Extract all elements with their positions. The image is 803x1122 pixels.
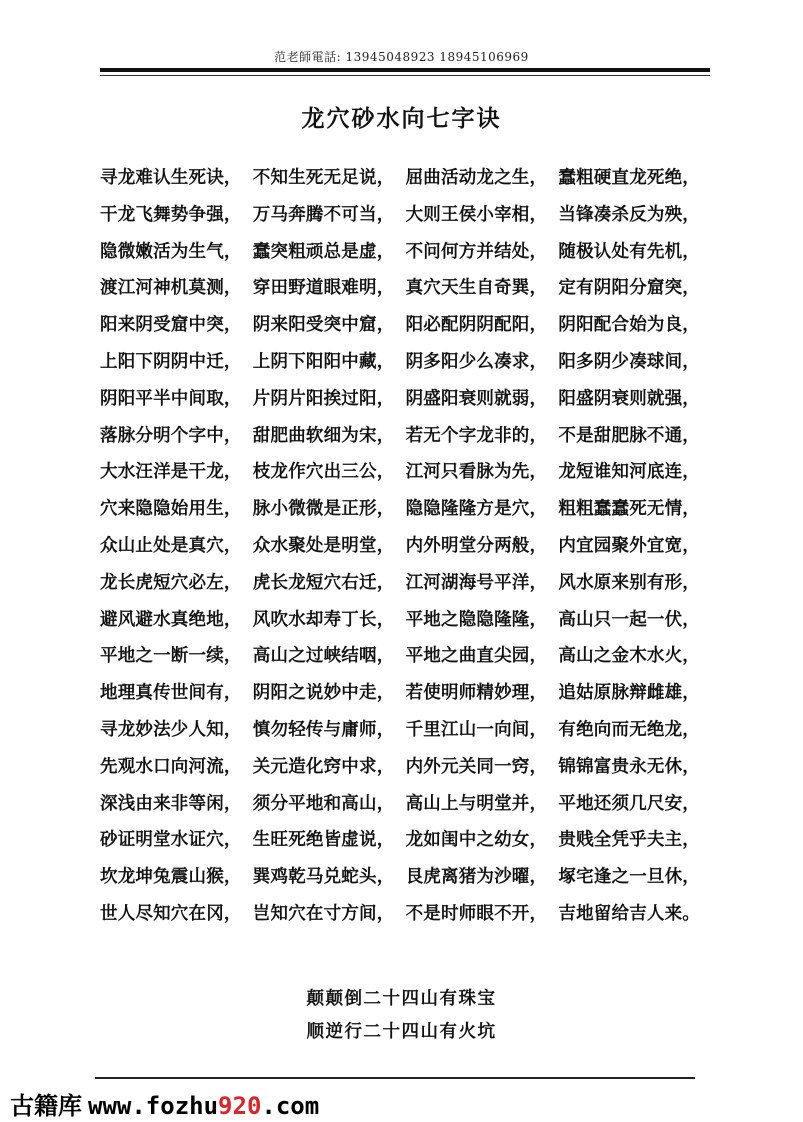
poem-line: 大水汪洋是干龙， 枝龙作穴出三公， 江河只看脉为先， 龙短谁知河底连， (100, 462, 700, 483)
watermark-site-name: 古籍库 (10, 1092, 82, 1120)
poem-line: 平地之一断一续， 高山之过峡结咽， 平地之曲直尖园， 高山之金木水火， (100, 646, 700, 667)
couplet-line-1: 颠颠倒二十四山有珠宝 (306, 989, 497, 1009)
poem-line: 阳来阴受窟中突， 阴来阳受突中窟， 阳必配阴阴配阳， 阴阳配合始为良， (100, 315, 700, 336)
poem-line: 隐微嫩活为生气， 蠢突粗顽总是虚， 不问何方并结处， 随极认处有先机， (100, 241, 700, 262)
poem-line: 地理真传世间有， 阴阳之说妙中走， 若使明师精妙理， 追姑原脉辩雌雄， (100, 683, 700, 704)
poem-line: 阴阳平半中间取， 片阴片阳挨过阳， 阴盛阳衰则就弱， 阳盛阴衰则就强， (100, 388, 700, 409)
poem-line: 世人尽知穴在冈， 岂知穴在寸方间， 不是时师眼不开， 吉地留给吉人来。 (100, 903, 700, 924)
poem-line: 落脉分明个字中， 甜肥曲软细为宋， 若无个字龙非的， 不是甜肥脉不通， (100, 425, 700, 446)
poem-line: 寻龙妙法少人知， 慎勿轻传与庸师， 千里江山一向间， 有绝向而无绝龙， (100, 719, 700, 740)
poem-line: 避风避水真绝地， 风吹水却寿丁长， 平地之隐隐隆隆， 高山只一起一伏， (100, 609, 700, 630)
footer-rule (95, 1077, 695, 1079)
header-contact: 范老師電話: 13945048923 18945106969 (274, 50, 529, 64)
poem-line: 先观水口向河流， 关元造化窍中求， 内外元关同一窍， 锦锦富贵永无休， (100, 756, 700, 777)
poem-line: 坎龙坤兔震山猴， 巽鸡乾马兑蛇头， 艮虎离猪为沙曜， 塚宅逢之一旦休， (100, 867, 700, 888)
poem-line: 寻龙难认生死诀， 不知生死无足说， 屈曲活动龙之生， 蠢粗硬直龙死绝， (100, 168, 700, 188)
site-watermark (10, 1086, 319, 1121)
poem-line: 穴来隐隐始用生， 脉小微微是正形， 隐隐隆隆方是穴， 粗粗蠢蠢死无情， (100, 499, 700, 520)
poem-line: 干龙飞舞势争强， 万马奔腾不可当， 大则王侯小宰相， 当锋凑杀反为殃， (100, 204, 700, 225)
page-title: 龙穴砂水向七字诀 (301, 105, 502, 132)
poem-line: 渡江河神机莫测， 穿田野道眼难明， 真穴天生自奇巽， 定有阴阳分窟突， (100, 278, 700, 299)
poem-line: 上阳下阴阴中迁， 上阴下阳阳中藏， 阴多阳少么凑求， 阳多阴少凑球间， (100, 351, 700, 372)
header-rule-thin (100, 75, 710, 76)
poem-line: 砂证明堂水证穴， 生旺死绝皆虚说， 龙如闺中之幼女， 贵贱全凭乎夫主， (100, 830, 700, 851)
poem-line: 龙长虎短穴必左， 虎长龙短穴右迁， 江河湖海号平洋， 风水原来别有形， (100, 572, 700, 593)
header-rule (100, 68, 710, 72)
watermark-url: www.fozhu920.com (88, 1092, 320, 1120)
poem-body (100, 160, 700, 933)
poem-line: 众山止处是真穴， 众水聚处是明堂， 内外明堂分两般， 内宜园聚外宜宽， (100, 535, 700, 556)
poem-line: 深浅由来非等闲， 须分平地和高山， 高山上与明堂并， 平地还须几尺安， (100, 793, 700, 814)
couplet-line-2: 顺逆行二十四山有火坑 (306, 1022, 497, 1042)
